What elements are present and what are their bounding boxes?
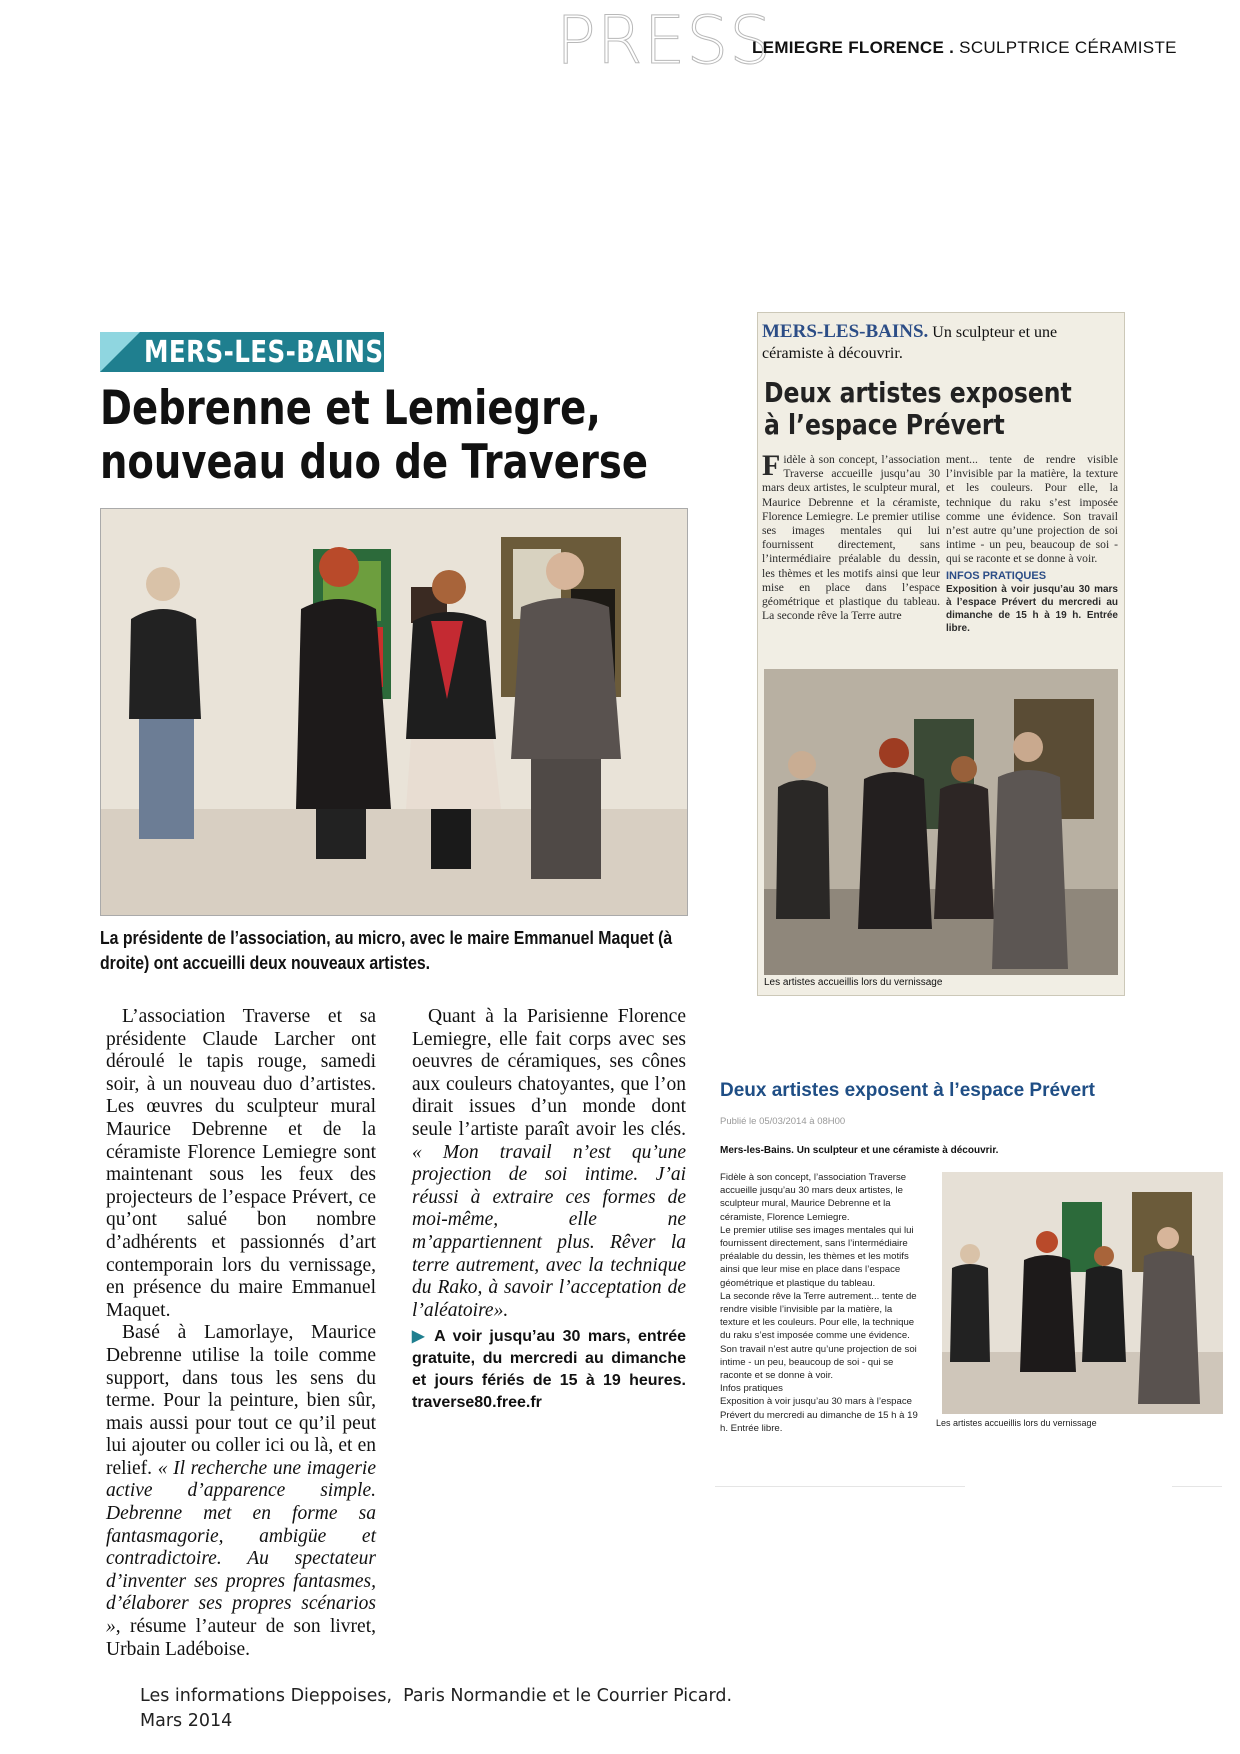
article3-photo-caption: Les artistes accueillis lors du vernissage	[936, 1418, 1097, 1428]
article2-kicker-line	[762, 321, 1112, 364]
article2-subkicker: Un sculpteur et une céramiste à découvrir.	[762, 324, 1058, 362]
article1-paragraph3-text: Quant à la Parisienne Florence Lemiegre, elle fait corps avec ses oeuvres de céramiques, ses cônes aux couleurs chatoyantes, que l’on dirait issues d’un monde dont seule l’artiste paraît avoir les clés.	[412, 1006, 686, 1140]
article2-photo-illustration	[764, 669, 1118, 975]
article1-photo-caption: La présidente de l’association, au micro, avec le maire Emmanuel Maquet (à droite) ont accueilli deux nouveaux artistes.	[100, 928, 673, 973]
article1-kicker: MERS-LES-BAINS	[144, 335, 384, 370]
article3-divider	[1172, 1486, 1222, 1487]
article1-column1	[106, 1006, 376, 1661]
article2-column2-text: ment... tente de rendre visible l’invisible par la matière, la texture et les couleurs. Pour elle, la technique du raku s’est imposée comme une évidence. Son travail n’est autre qu’une projection de soi intime - un peu, beaucoup de soi - qui se raconte et se donne à voir.	[946, 453, 1118, 566]
article2-infos: Exposition à voir jusqu’au 30 mars à l’espace Prévert du mercredi au dimanche de 15 h à 19 h. Entrée libre.	[946, 583, 1118, 634]
article1-paragraph2-end: , résume l’auteur de son livret, Urbain Ladéboise.	[106, 1616, 376, 1660]
press-heading: PRESS	[556, 2, 773, 79]
article2-kicker: MERS-LES-BAINS.	[762, 321, 929, 342]
article1-paragraph1: L’association Traverse et sa présidente Claude Larcher ont déroulé le tapis rouge, samedi soir, à un nouveau duo d’artistes. Les œuvres du sculpteur mural Maurice Debrenne et de la céramiste Florence Lemiegre sont maintenant sous les feux des projecteurs de l’espace Prévert, ce qu’ont salué bon nombre d’adhérents et passionnés d’art contemporain lors du vernissage, en présence du maire Emmanuel Maquet.	[106, 1006, 376, 1321]
article1-headline-line1: Debrenne et Lemiegre,	[100, 381, 601, 436]
article2-infos-title: INFOS PRATIQUES	[946, 569, 1047, 582]
article2-column1	[762, 449, 940, 623]
article3-body	[720, 1171, 920, 1435]
press-sources	[140, 1684, 732, 1734]
artist-role: SCULPTRICE CÉRAMISTE	[954, 38, 1177, 57]
press-sources-line: Les informations Dieppoises, Paris Normandie et le Courrier Picard.	[140, 1686, 733, 1706]
triangle-arrow-icon: ▶	[412, 1328, 428, 1346]
article2-clipping	[757, 312, 1125, 996]
article3-divider	[715, 1486, 965, 1487]
article3-infos: Exposition à voir jusqu’au 30 mars à l’espace Prévert du mercredi au dimanche de 15 h à 19 h. Entrée libre.	[720, 1396, 918, 1434]
article2-headline	[764, 377, 1100, 441]
article3-paragraph3: La seconde rêve la Terre autrement... tente de rendre visible l’invisible par la matière, la texture et les couleurs. Pour elle, la technique du raku s’est imposée comme une évidence. Son travail n’est autre qu’une projection de soi intime - un peu, beaucoup de soi - qui se raconte et se donne à voir.	[720, 1290, 917, 1382]
article1-paragraph2	[106, 1322, 376, 1661]
article1-paragraph3	[412, 1006, 686, 1322]
article2-headline-line1: Deux artistes exposent	[764, 376, 1072, 409]
article3-paragraph2: Le premier utilise ses images mentales qui lui fournissent directement, sans l’intermédiaire préalable du dessin, les thèmes et les motifs ainsi que leur mise en place dans l’espace géométrique et plastique du tableau.	[720, 1224, 914, 1289]
article1-practical-info-text: A voir jusqu’au 30 mars, entrée gratuite, du mercredi au dimanche et jours fériés de 15 à 19 heures. traverse80.free.fr	[412, 1328, 686, 1412]
article1-practical-info	[412, 1326, 686, 1414]
article3-photo	[942, 1172, 1223, 1414]
article1-photo	[100, 508, 688, 916]
article3-kicker: Mers-les-Bains. Un sculpteur et une céramiste à découvrir.	[720, 1145, 999, 1156]
article1-paragraph2-quote: « Il recherche une imagerie active d’apparence simple. Debrenne met en forme sa fantasmagorie, ambigüe et contradictoire. Au spectateur d’inventer ses propres fantasmes, d’élaborer ses propres scénarios »	[106, 1457, 377, 1638]
artist-header	[752, 38, 1177, 58]
article1-photo-illustration	[101, 509, 688, 916]
article1-kicker-accent	[100, 332, 140, 372]
article3-title: Deux artistes exposent à l’espace Prévert	[720, 1080, 1095, 1101]
article3-date: Publié le 05/03/2014 à 08H00	[720, 1116, 846, 1127]
article2-column2	[946, 453, 1118, 635]
article1-headline	[100, 382, 674, 490]
article1-column2	[412, 1006, 686, 1414]
article1-paragraph2-text: Basé à Lamorlaye, Maurice Debrenne utilise la toile comme support, dans tous les sens du terme. Pour la peinture, bien sûr, mais aussi pour tout ce qu’il peut lui ajouter ou coller ici ou là, et en relief.	[106, 1322, 376, 1479]
article2-dropcap: F	[762, 449, 781, 482]
article3-photo-illustration	[942, 1172, 1223, 1414]
article1-paragraph3-quote: « Mon travail n’est qu’une projection de soi intime. J’ai réussi à extraire ces formes de moi-même, elle ne m’appartiennent plus. Rêver la terre autrement, avec la technique du Rako, à savoir l’acceptation de l’aléatoire».	[412, 1141, 686, 1321]
article2-headline-line2: à l’espace Prévert	[764, 408, 1005, 441]
artist-name: LEMIEGRE FLORENCE .	[752, 38, 955, 57]
article3-paragraph1: Fidèle à son concept, l’association Traverse accueille jusqu’au 30 mars deux artistes, le sculpteur mural, Maurice Debrenne et la céramiste, Florence Lemiegre.	[720, 1172, 907, 1223]
article3-infos-title: Infos pratiques	[720, 1383, 783, 1395]
press-date: Mars 2014	[140, 1711, 233, 1731]
article2-photo-caption: Les artistes accueillis lors du vernissage	[764, 977, 943, 988]
article2-column1-text: idèle à son concept, l’association Traverse accueille jusqu’au 30 mars deux artistes, le sculpteur mural, Maurice Debrenne et la céramiste, Florence Lemiegre. Le premier utilise ses images mentales qui lui fournissent directement, sans l’intermédiaire préalable du dessin, les thèmes et les motifs ainsi que leur mise en place dans l’espace géométrique et plastique du tableau. La seconde rêve la Terre autre	[762, 453, 940, 623]
article1-headline-line2: nouveau duo de Traverse	[100, 435, 648, 490]
article2-photo	[764, 669, 1118, 975]
